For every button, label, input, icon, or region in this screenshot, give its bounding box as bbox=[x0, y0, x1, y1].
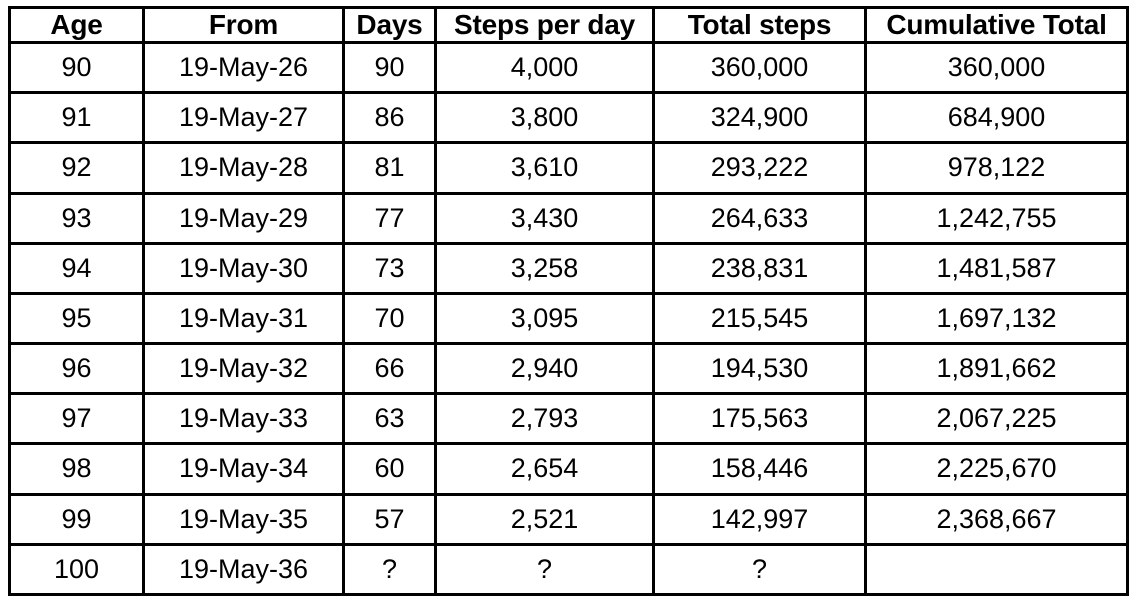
column-header-days: Days bbox=[344, 8, 436, 43]
cell-from: 19-May-36 bbox=[144, 544, 344, 594]
cell-age: 100 bbox=[10, 544, 144, 594]
cell-total-steps: 293,222 bbox=[654, 143, 866, 193]
table-body bbox=[10, 43, 1128, 595]
cell-total-steps: 142,997 bbox=[654, 494, 866, 544]
cell-steps-per-day: 2,940 bbox=[436, 344, 654, 394]
cell-cumulative-total: 1,891,662 bbox=[866, 344, 1128, 394]
table-row bbox=[10, 293, 1128, 343]
table-row bbox=[10, 43, 1128, 93]
cell-cumulative-total: 360,000 bbox=[866, 43, 1128, 93]
cell-steps-per-day: 2,521 bbox=[436, 494, 654, 544]
cell-age: 94 bbox=[10, 243, 144, 293]
table-row bbox=[10, 344, 1128, 394]
column-header-from: From bbox=[144, 8, 344, 43]
cell-steps-per-day: 4,000 bbox=[436, 43, 654, 93]
column-header-cumulative-total: Cumulative Total bbox=[866, 8, 1128, 43]
cell-days: 57 bbox=[344, 494, 436, 544]
table-row bbox=[10, 444, 1128, 494]
cell-days: 66 bbox=[344, 344, 436, 394]
cell-age: 93 bbox=[10, 193, 144, 243]
cell-total-steps: ? bbox=[654, 544, 866, 594]
cell-steps-per-day: ? bbox=[436, 544, 654, 594]
cell-days: 73 bbox=[344, 243, 436, 293]
table-row bbox=[10, 394, 1128, 444]
cell-age: 90 bbox=[10, 43, 144, 93]
table-row bbox=[10, 193, 1128, 243]
column-header-age: Age bbox=[10, 8, 144, 43]
cell-from: 19-May-31 bbox=[144, 293, 344, 343]
cell-steps-per-day: 3,800 bbox=[436, 93, 654, 143]
cell-from: 19-May-30 bbox=[144, 243, 344, 293]
cell-days: ? bbox=[344, 544, 436, 594]
table-row bbox=[10, 544, 1128, 594]
cell-steps-per-day: 2,654 bbox=[436, 444, 654, 494]
cell-cumulative-total: 1,697,132 bbox=[866, 293, 1128, 343]
cell-cumulative-total: 2,368,667 bbox=[866, 494, 1128, 544]
cell-from: 19-May-34 bbox=[144, 444, 344, 494]
cell-total-steps: 360,000 bbox=[654, 43, 866, 93]
cell-total-steps: 215,545 bbox=[654, 293, 866, 343]
cell-days: 63 bbox=[344, 394, 436, 444]
cell-steps-per-day: 3,430 bbox=[436, 193, 654, 243]
table-row bbox=[10, 143, 1128, 193]
column-header-steps-per-day: Steps per day bbox=[436, 8, 654, 43]
cell-steps-per-day: 3,258 bbox=[436, 243, 654, 293]
cell-total-steps: 175,563 bbox=[654, 394, 866, 444]
cell-age: 99 bbox=[10, 494, 144, 544]
cell-cumulative-total: 2,067,225 bbox=[866, 394, 1128, 444]
cell-days: 86 bbox=[344, 93, 436, 143]
table-header bbox=[10, 8, 1128, 43]
table-row bbox=[10, 494, 1128, 544]
cell-age: 98 bbox=[10, 444, 144, 494]
cell-total-steps: 194,530 bbox=[654, 344, 866, 394]
cell-days: 77 bbox=[344, 193, 436, 243]
steps-table bbox=[8, 6, 1129, 596]
cell-age: 92 bbox=[10, 143, 144, 193]
cell-days: 81 bbox=[344, 143, 436, 193]
cell-from: 19-May-35 bbox=[144, 494, 344, 544]
cell-total-steps: 324,900 bbox=[654, 93, 866, 143]
cell-total-steps: 158,446 bbox=[654, 444, 866, 494]
table-row bbox=[10, 93, 1128, 143]
cell-days: 90 bbox=[344, 43, 436, 93]
cell-age: 97 bbox=[10, 394, 144, 444]
cell-steps-per-day: 3,095 bbox=[436, 293, 654, 343]
cell-cumulative-total: 1,242,755 bbox=[866, 193, 1128, 243]
cell-age: 95 bbox=[10, 293, 144, 343]
cell-from: 19-May-29 bbox=[144, 193, 344, 243]
cell-age: 91 bbox=[10, 93, 144, 143]
cell-age: 96 bbox=[10, 344, 144, 394]
cell-from: 19-May-27 bbox=[144, 93, 344, 143]
cell-from: 19-May-32 bbox=[144, 344, 344, 394]
cell-cumulative-total: 684,900 bbox=[866, 93, 1128, 143]
cell-days: 70 bbox=[344, 293, 436, 343]
cell-cumulative-total: 2,225,670 bbox=[866, 444, 1128, 494]
cell-total-steps: 264,633 bbox=[654, 193, 866, 243]
cell-total-steps: 238,831 bbox=[654, 243, 866, 293]
table-header-row bbox=[10, 8, 1128, 43]
cell-steps-per-day: 2,793 bbox=[436, 394, 654, 444]
cell-from: 19-May-26 bbox=[144, 43, 344, 93]
cell-from: 19-May-28 bbox=[144, 143, 344, 193]
column-header-total-steps: Total steps bbox=[654, 8, 866, 43]
cell-days: 60 bbox=[344, 444, 436, 494]
cell-cumulative-total bbox=[866, 544, 1128, 594]
cell-cumulative-total: 1,481,587 bbox=[866, 243, 1128, 293]
cell-steps-per-day: 3,610 bbox=[436, 143, 654, 193]
cell-from: 19-May-33 bbox=[144, 394, 344, 444]
table-row bbox=[10, 243, 1128, 293]
cell-cumulative-total: 978,122 bbox=[866, 143, 1128, 193]
